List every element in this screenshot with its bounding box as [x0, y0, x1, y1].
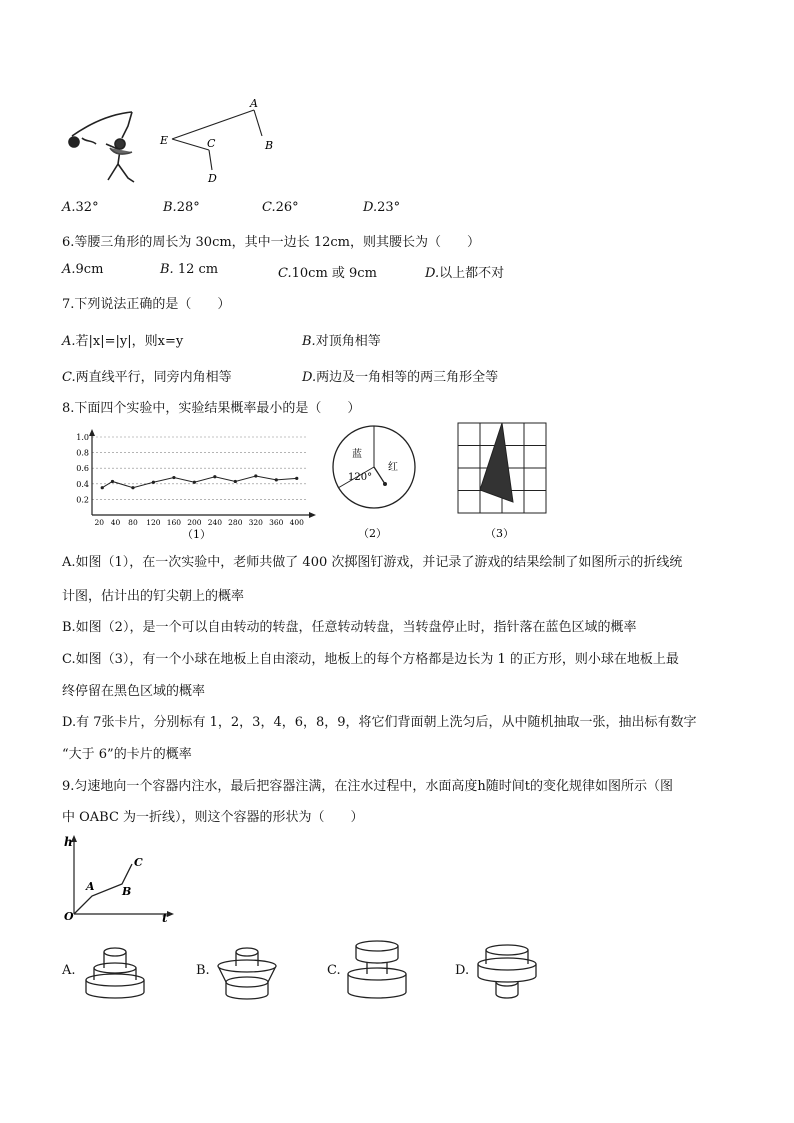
option-letter: D. — [425, 266, 440, 281]
chart-x-tick-label: 280 — [228, 518, 243, 527]
q5-option-a[interactable] — [62, 200, 99, 215]
container-c-icon[interactable] — [342, 936, 412, 1002]
graph-c-label: C — [134, 856, 143, 869]
chart-grid — [92, 437, 307, 499]
spinner-red-label: 红 — [388, 462, 398, 473]
label-E: E — [160, 134, 169, 147]
chart-point — [275, 478, 278, 481]
chart-x-tick-label: 200 — [187, 518, 202, 527]
chart-series-line — [102, 476, 297, 488]
q6-option-b[interactable] — [160, 262, 218, 277]
chart-y-ticks — [76, 433, 89, 504]
chart-x-tick-label: 80 — [128, 518, 138, 527]
label-B: B — [265, 139, 274, 152]
chart-point — [101, 486, 104, 489]
q9-water-graph — [62, 832, 182, 924]
chart-point — [152, 481, 155, 484]
option-text: 以上都不对 — [439, 266, 505, 281]
q8-line-chart — [62, 425, 322, 545]
q9-option-d-letter[interactable]: D. — [455, 963, 470, 978]
chart-x-tick-label: 360 — [269, 518, 284, 527]
gymnast-picture — [69, 112, 134, 182]
option-letter: A. — [62, 262, 76, 277]
option-letter: B. — [160, 262, 174, 277]
spinner-blue-label: 蓝 — [352, 449, 362, 460]
graph-o-label: O — [64, 910, 74, 923]
graph-a-label: A — [86, 880, 95, 893]
option-text: B.如图（2），是一个可以自由转动的转盘，任意转动转盘，当转盘停止时，指针落在蓝色区域的概率 — [62, 620, 637, 635]
chart-y-tick-label: 0.8 — [76, 448, 89, 458]
option-text: 26° — [275, 200, 299, 215]
chart-x-tick-label: 40 — [110, 518, 121, 527]
chart-x-tick-label: 400 — [289, 518, 304, 527]
fig3-caption: （3） — [485, 527, 514, 540]
option-text: C.如图（3），有一个小球在地板上自由滚动，地板上的每个方格都是边长为 1 的正方形，则小球在地板上最 — [62, 652, 679, 667]
q6-stem: 6.等腰三角形的周长为 30cm，其中一边长 12cm，则其腰长为（ ） — [62, 235, 480, 250]
q8-grid-figure — [455, 420, 550, 545]
label-A: A — [250, 97, 258, 110]
graph-b-label: B — [122, 885, 132, 898]
option-letter: C. — [62, 370, 76, 385]
t-axis-arrow-icon — [167, 911, 174, 917]
spinner-pointer-tip — [383, 482, 387, 486]
chart-y-tick-label: 1.0 — [76, 433, 89, 442]
chart-y-tick-label: 0.6 — [76, 464, 89, 474]
chart-x-tick-label: 240 — [207, 518, 223, 527]
option-text: 10cm 或 9cm — [291, 266, 377, 281]
chart-point — [213, 475, 216, 478]
label-D: D — [208, 172, 217, 185]
chart-point — [111, 480, 114, 483]
option-letter: C. — [278, 266, 292, 281]
q7-option-d[interactable] — [302, 366, 498, 385]
q5-option-b[interactable] — [163, 200, 200, 215]
chart-x-tick-label: 160 — [166, 518, 182, 527]
option-letter: D. — [302, 370, 317, 385]
q5-option-d[interactable] — [363, 200, 400, 215]
option-text: 32° — [75, 200, 99, 215]
chart-point — [295, 477, 298, 480]
q8-option-b[interactable] — [62, 616, 636, 635]
option-letter: B. — [302, 334, 316, 349]
graph-t-label: t — [162, 911, 168, 924]
q9-option-b-letter[interactable]: B. — [196, 963, 210, 978]
q8-spinner-figure — [330, 420, 420, 545]
chart-x-ticks — [94, 518, 304, 527]
chart-point — [131, 486, 134, 489]
chart-x-tick-label: 20 — [94, 518, 105, 527]
y-axis-arrow-icon — [89, 429, 95, 436]
container-d-icon[interactable] — [472, 938, 542, 1002]
q7-option-a[interactable] — [62, 330, 183, 349]
q8-option-c-cont: 终停留在黑色区域的概率 — [62, 684, 206, 699]
q7-option-b[interactable] — [302, 330, 381, 349]
container-b-icon[interactable] — [212, 940, 282, 1002]
q6-option-d[interactable] — [425, 262, 504, 281]
q9-stem-cont: 中 OABC 为一折线），则这个容器的形状为（ ） — [62, 810, 364, 825]
chart-point — [193, 481, 196, 484]
option-text: 若|x|=|y|，则x=y — [75, 334, 184, 349]
option-letter: A. — [62, 200, 76, 215]
option-text: 28° — [176, 200, 200, 215]
black-triangle-region — [480, 423, 513, 502]
q7-option-c[interactable] — [62, 366, 232, 385]
label-C: C — [207, 137, 216, 150]
chart-x-tick-label: 120 — [146, 518, 161, 527]
q8-option-a[interactable] — [62, 551, 682, 570]
option-text: 两直线平行，同旁内角相等 — [75, 370, 232, 385]
q8-option-d-cont: “大于 6”的卡片的概率 — [62, 747, 192, 762]
q5-option-c[interactable] — [262, 200, 299, 215]
graph-h-label: h — [64, 835, 73, 849]
option-text: 23° — [377, 200, 401, 215]
q6-option-a[interactable] — [62, 262, 103, 277]
option-letter: C. — [262, 200, 276, 215]
option-text: D.有 7张卡片，分别标有 1，2，3，4，6，8，9，将它们背面朝上洗匀后，从中随机抽取一张，抽出标有数字 — [62, 715, 697, 730]
container-a-icon[interactable] — [80, 940, 150, 1000]
option-text: 对顶角相等 — [315, 334, 381, 349]
angle-diagram — [172, 110, 262, 170]
option-text: 9cm — [75, 262, 104, 277]
option-text: A.如图（1），在一次实验中，老师共做了 400 次掷图钉游戏，并记录了游戏的结果绘制了如图所示的折线统 — [62, 555, 683, 570]
q8-option-d[interactable] — [62, 711, 697, 730]
chart-y-tick-label: 0.2 — [76, 495, 89, 505]
q7-stem: 7.下列说法正确的是（ ） — [62, 297, 231, 312]
option-letter: A. — [62, 334, 76, 349]
chart-point — [234, 480, 237, 483]
fig2-caption: （2） — [358, 527, 387, 540]
chart-point — [172, 476, 175, 479]
chart-x-tick-label: 320 — [248, 518, 263, 527]
option-letter: D. — [363, 200, 378, 215]
q9-option-a-letter[interactable]: A. — [62, 963, 76, 978]
chart-y-tick-label: 0.4 — [76, 479, 89, 489]
q6-option-c[interactable] — [278, 262, 377, 281]
spinner-angle-label: 120° — [348, 472, 373, 483]
fig1-caption: （1） — [182, 528, 211, 541]
q5-figure — [62, 92, 292, 192]
option-text: 12 cm — [177, 262, 219, 277]
option-text: 两边及一角相等的两三角形全等 — [316, 370, 499, 385]
chart-point — [254, 474, 257, 477]
q9-stem: 9.匀速地向一个容器内注水，最后把容器注满，在注水过程中，水面高度h随时间t的变化规律如图所示（图 — [62, 779, 674, 794]
option-letter: B. — [163, 200, 177, 215]
x-axis-arrow-icon — [309, 512, 316, 518]
q8-stem: 8.下面四个实验中，实验结果概率最小的是（ ） — [62, 401, 361, 416]
q8-option-a-cont: 计图，估计出的钉尖朝上的概率 — [62, 589, 245, 604]
q9-option-c-letter[interactable]: C. — [327, 963, 341, 978]
q8-option-c[interactable] — [62, 648, 679, 667]
